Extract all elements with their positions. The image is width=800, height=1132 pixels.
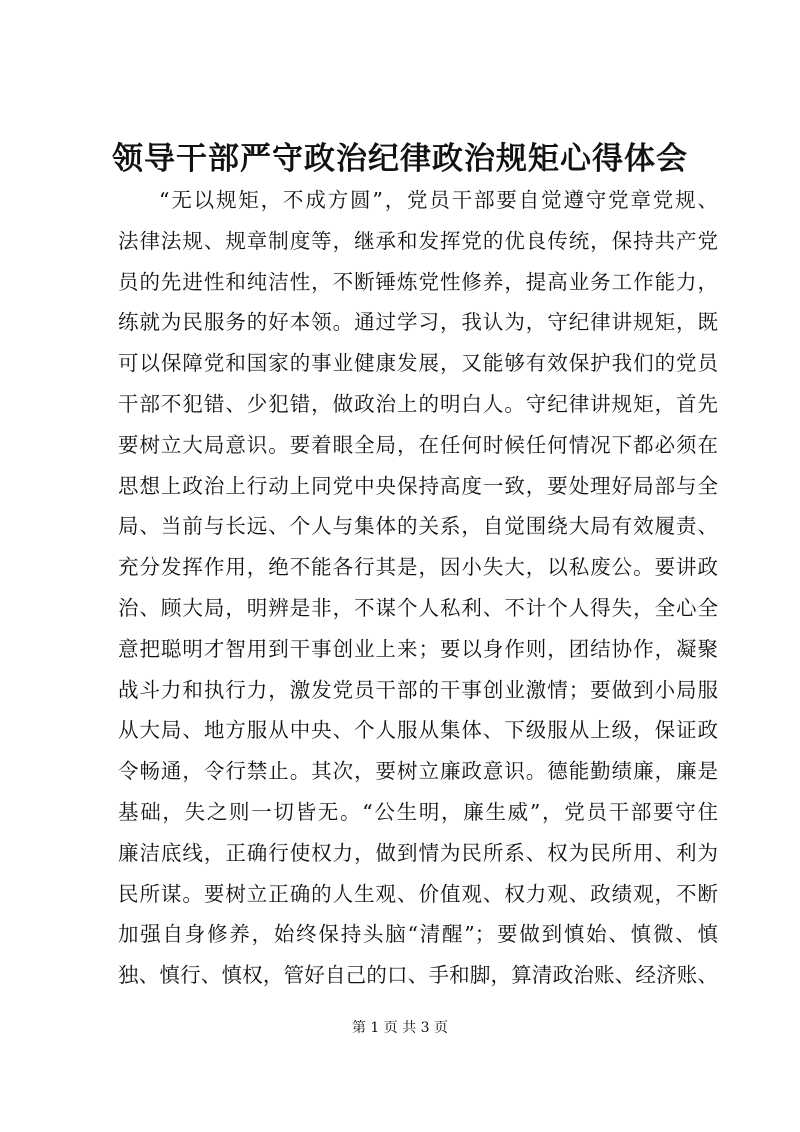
paragraph-line: 令畅通，令行禁止。其次，要树立廉政意识。德能勤绩廉，廉是 [118, 759, 718, 784]
paragraph-line: 可以保障党和国家的事业健康发展，又能够有效保护我们的党员 [118, 351, 718, 376]
paragraph-line: 民所谋。要树立正确的人生观、价值观、权力观、政绩观，不断 [118, 881, 718, 906]
body-paragraph [118, 180, 718, 996]
paragraph-line: 廉洁底线，正确行使权力，做到情为民所系、权为民所用、利为 [118, 840, 718, 865]
paragraph-line: 要树立大局意识。要着眼全局，在任何时候任何情况下都必须在 [118, 432, 718, 457]
paragraph-line: 练就为民服务的好本领。通过学习，我认为，守纪律讲规矩，既 [118, 310, 718, 335]
paragraph-line: 充分发挥作用，绝不能各行其是，因小失大，以私废公。要讲政 [118, 555, 718, 580]
paragraph-line: 法律法规、规章制度等，继承和发挥党的优良传统，保持共产党 [118, 228, 718, 253]
paragraph-line: 加强自身修养，始终保持头脑“清醒”；要做到慎始、慎微、慎 [118, 922, 718, 947]
paragraph-line: “无以规矩，不成方圆”，党员干部要自觉遵守党章党规、 [159, 188, 718, 212]
paragraph-line: 局、当前与长远、个人与集体的关系，自觉围绕大局有效履责、 [118, 514, 718, 539]
paragraph-line: 从大局、地方服从中央、个人服从集体、下级服从上级，保证政 [118, 718, 718, 743]
paragraph-line: 员的先进性和纯洁性，不断锤炼党性修养，提高业务工作能力， [118, 269, 718, 294]
document-title: 领导干部严守政治纪律政治规矩心得体会 [112, 141, 688, 177]
paragraph-line: 战斗力和执行力，激发党员干部的干事创业激情；要做到小局服 [118, 677, 718, 702]
page-number-footer: 第 1 页 共 3 页 [351, 1020, 449, 1036]
paragraph-line: 干部不犯错、少犯错，做政治上的明白人。守纪律讲规矩，首先 [118, 391, 718, 416]
paragraph-line: 思想上政治上行动上同党中央保持高度一致，要处理好局部与全 [118, 473, 718, 498]
paragraph-line: 意把聪明才智用到干事创业上来；要以身作则，团结协作，凝聚 [118, 636, 718, 661]
paragraph-line: 治、顾大局，明辨是非，不谋个人私利、不计个人得失，全心全 [118, 595, 718, 620]
paragraph-line: 独、慎行、慎权，管好自己的口、手和脚，算清政治账、经济账、 [118, 963, 718, 988]
paragraph-line: 基础，失之则一切皆无。“公生明，廉生威”，党员干部要守住 [118, 799, 718, 824]
